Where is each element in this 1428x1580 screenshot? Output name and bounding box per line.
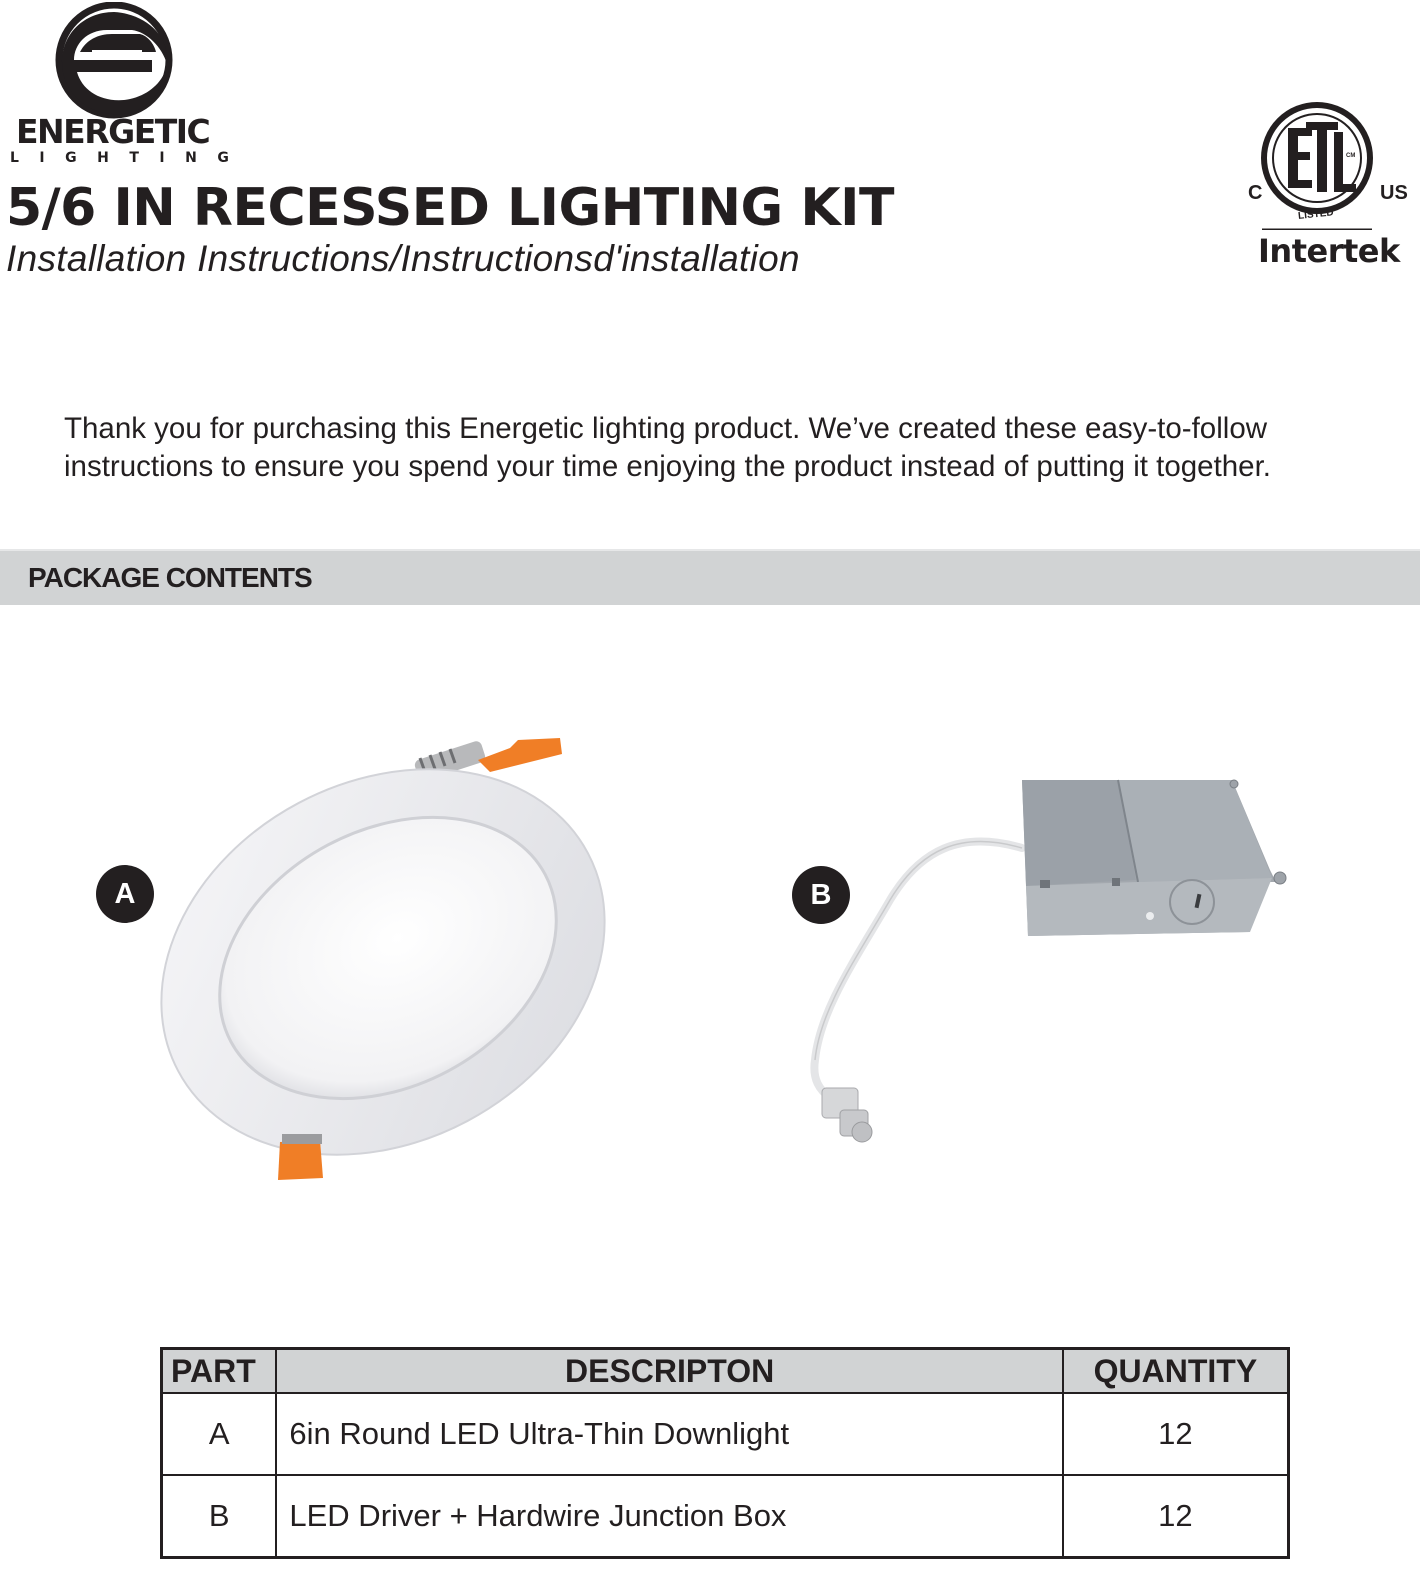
led-driver-junction-box-image [800,770,1290,1155]
cell-description: LED Driver + Hardwire Junction Box [276,1475,1062,1558]
svg-text:LISTED: LISTED [1297,207,1335,222]
brand-logo [8,0,250,170]
header-part: PART [162,1349,277,1394]
junction-box [1022,780,1286,936]
document-subtitle: Installation Instructions/Instructionsd'installation [6,238,800,279]
cable-connector [822,1088,872,1142]
round-led-downlight-image [130,730,640,1190]
document-title: 5/6 IN RECESSED LIGHTING KIT [6,178,894,238]
cell-part: B [162,1475,277,1558]
package-contents-header [0,549,1420,605]
etl-certification-mark [1240,100,1410,275]
header-quantity: QUANTITY [1063,1349,1289,1394]
table-row [162,1475,1289,1558]
cell-quantity: 12 [1063,1393,1289,1475]
cert-c-mark: C [1248,182,1263,204]
section-title: PACKAGE CONTENTS [28,562,312,593]
part-marker-a: A [96,865,154,923]
intro-line-2: instructions to ensure you spend your time enjoying the product instead of putting it together. [64,450,1271,483]
table-row [162,1393,1289,1475]
parts-table [160,1347,1290,1559]
cert-org-name: Intertek [1258,232,1400,270]
brand-name: ENERGETIC [16,112,210,151]
cell-quantity: 12 [1063,1475,1289,1558]
cell-description: 6in Round LED Ultra-Thin Downlight [276,1393,1062,1475]
parts-table-header-row [162,1349,1289,1394]
etl-listed-icon [1240,100,1410,230]
energetic-globe-logo-icon [52,2,177,120]
part-marker-b: B [792,866,850,924]
header-description: DESCRIPTON [276,1349,1062,1394]
cert-us-mark: US [1380,182,1408,204]
svg-text:CM: CM [1346,153,1356,159]
intro-paragraph [64,410,1384,486]
brand-tagline: LIGHTING [10,150,250,166]
cell-part: A [162,1393,277,1475]
intro-line-1: Thank you for purchasing this Energetic lighting product. We’ve created these easy-to-follow [64,412,1268,445]
